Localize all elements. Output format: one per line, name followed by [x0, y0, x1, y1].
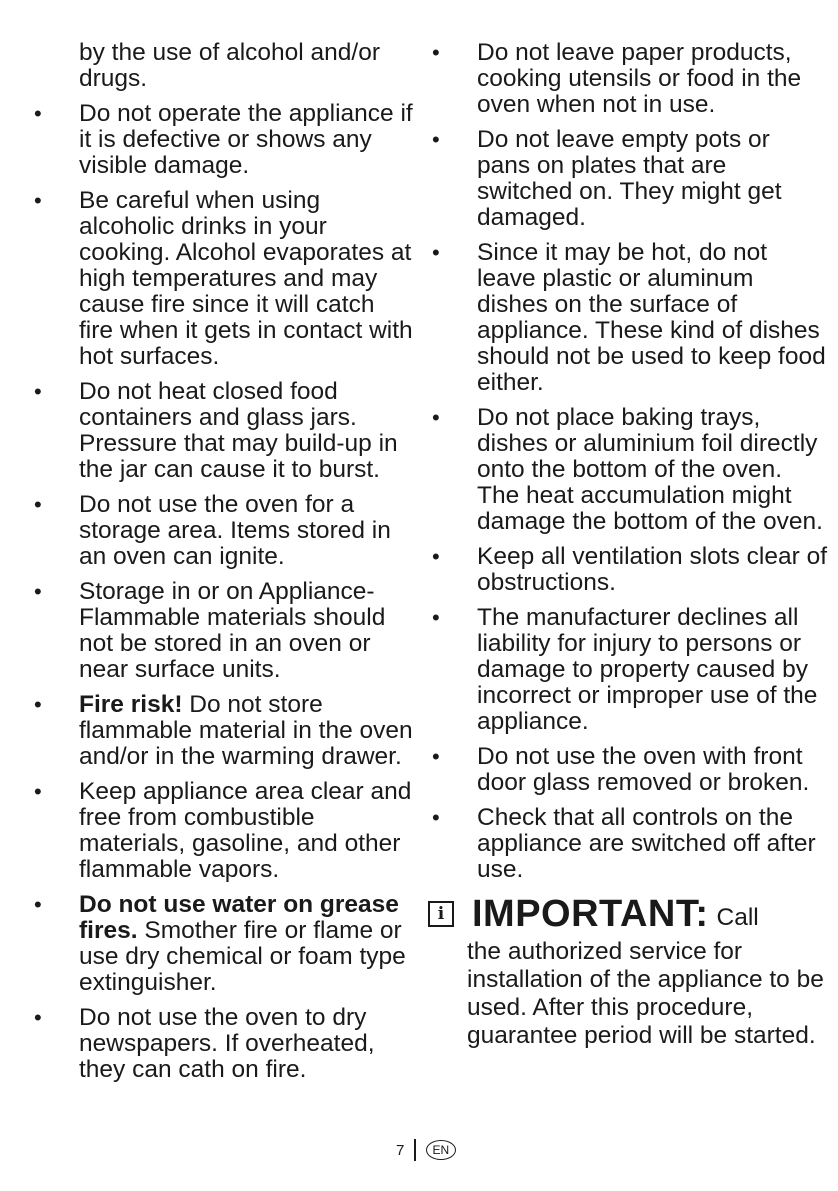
bullet-icon: • [432, 805, 440, 830]
list-item [428, 127, 828, 231]
list-item [30, 101, 415, 179]
list-item [30, 692, 415, 770]
item-text: Smother fire or flame or use dry chemical or foam type extinguisher. [79, 917, 406, 996]
item-text: Do not use the oven for a storage area. Items stored in an oven can ignite. [79, 491, 391, 570]
list-item [428, 240, 828, 396]
list-item [428, 544, 828, 596]
list-item [30, 188, 415, 370]
continuation-text: by the use of alcohol and/or drugs. [79, 39, 381, 92]
bullet-icon: • [34, 779, 42, 804]
item-text: Do not leave paper products, cooking utensils or food in the oven when not in use. [477, 39, 802, 118]
page-number: 7 [396, 1141, 405, 1159]
item-text: Do not use the oven to dry newspapers. If overheated, they can cath on fire. [79, 1004, 375, 1083]
item-text: Do not leave empty pots or pans on plates that are switched on. They might get damaged. [477, 126, 782, 231]
right-column [428, 40, 828, 1050]
bullet-icon: • [432, 744, 440, 769]
list-item [30, 1005, 415, 1083]
item-text: Do not store flammable material in the oven and/or in the warming drawer. [79, 691, 413, 770]
item-text: The manufacturer declines all liability for injury to persons or damage to property caused by incorrect or improper use of the appliance. [477, 604, 818, 735]
item-text: Do not use the oven with front door glass removed or broken. [477, 743, 810, 796]
list-item [428, 40, 828, 118]
bullet-icon: • [34, 892, 42, 917]
list-item [428, 805, 828, 883]
important-notice [428, 892, 828, 1050]
item-text: Do not place baking trays, dishes or aluminium foil directly onto the bottom of the oven. The heat accumulation might damage the bottom of the oven. [477, 404, 823, 535]
bullet-icon: • [34, 579, 42, 604]
item-text: Do not heat closed food containers and glass jars. Pressure that may build-up in the jar can cause it to burst. [79, 378, 398, 483]
item-text: Keep appliance area clear and free from combustible materials, gasoline, and other flammable vapors. [79, 778, 412, 883]
info-icon: i [428, 901, 454, 927]
bullet-icon: • [432, 405, 440, 430]
important-call: Call [716, 904, 759, 931]
footer-divider [414, 1139, 416, 1161]
list-item [30, 892, 415, 996]
list-item [428, 744, 828, 796]
bullet-icon: • [432, 240, 440, 265]
list-item [30, 579, 415, 683]
left-bullet-list [30, 101, 415, 1083]
list-item [428, 405, 828, 535]
item-text: Be careful when using alcoholic drinks in your cooking. Alcohol evaporates at high temperatures and may cause fire since it will catch fire when it gets in contact with hot surfaces. [79, 187, 413, 370]
bullet-icon: • [34, 692, 42, 717]
left-column [30, 40, 415, 1092]
important-heading [428, 892, 828, 936]
page-footer [396, 1139, 456, 1161]
bullet-icon: • [34, 101, 42, 126]
item-text: Keep all ventilation slots clear of obstructions. [477, 543, 827, 596]
list-item [30, 379, 415, 483]
bullet-icon: • [34, 188, 42, 213]
bullet-icon: • [432, 605, 440, 630]
important-title: IMPORTANT: [472, 892, 709, 935]
item-text: Since it may be hot, do not leave plastic or aluminum dishes on the surface of appliance. These kind of dishes should not be used to keep food either. [477, 239, 826, 396]
bullet-icon: • [432, 40, 440, 65]
item-text: Check that all controls on the appliance are switched off after use. [477, 804, 816, 883]
bullet-icon: • [34, 1005, 42, 1030]
bullet-icon: • [34, 492, 42, 517]
important-body: the authorized service for installation of the appliance to be used. After this procedure, guarantee period will be started. [467, 938, 824, 1049]
bullet-icon: • [34, 379, 42, 404]
bold-lead: Do not use water on grease fires. [79, 891, 399, 944]
bullet-icon: • [432, 127, 440, 152]
right-bullet-list [428, 40, 828, 883]
bullet-icon: • [432, 544, 440, 569]
list-item [30, 492, 415, 570]
list-item [428, 605, 828, 735]
item-text: Storage in or on Appliance-Flammable materials should not be stored in an oven or near surface units. [79, 578, 386, 683]
bold-lead: Fire risk! [79, 691, 183, 718]
item-text: Do not operate the appliance if it is defective or shows any visible damage. [79, 100, 413, 179]
list-item [30, 779, 415, 883]
language-badge: EN [426, 1140, 456, 1160]
